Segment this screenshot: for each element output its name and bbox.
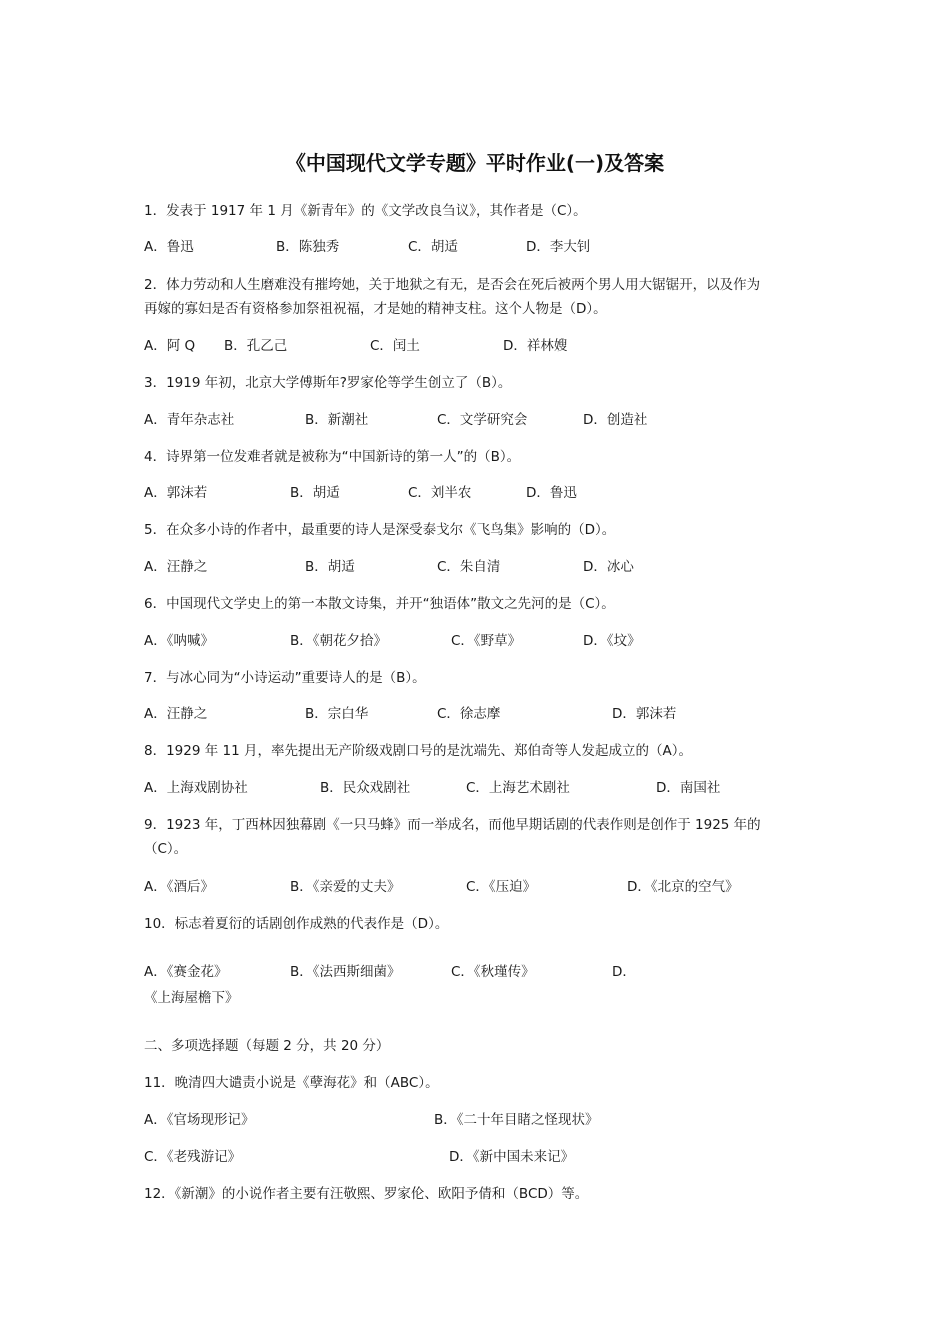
question-6: 6．中国现代文学史上的第一本散文诗集，并开“独语体”散文之先河的是（C）。 [144,596,615,612]
question-1: 1．发表于 1917 年 1 月《新青年》的《文学改良刍议》，其作者是（C）。 [144,203,587,219]
q2-option-c: C．闰土 [370,338,420,354]
q2-option-d: D．祥林嫂 [503,338,568,354]
q1-option-b: B．陈独秀 [276,239,340,255]
q8-option-a: A．上海戏剧协社 [144,780,248,796]
q10-option-b: B．《法西斯细菌》 [290,964,401,980]
question-7: 7．与冰心同为“小诗运动”重要诗人的是（B）。 [144,670,426,686]
q5-option-d: D．冰心 [583,559,634,575]
q11-option-d: D．《新中国未来记》 [449,1149,575,1165]
q3-option-b: B．新潮社 [305,412,369,428]
q1-option-a: A．鲁迅 [144,239,194,255]
q7-option-b: B．宗白华 [305,706,369,722]
question-10: 10．标志着夏衍的话剧创作成熟的代表作是（D）。 [144,916,449,932]
question-2-line-2: 再嫁的寡妇是否有资格参加祭祖祝福，才是她的精神支柱。这个人物是（D）。 [144,301,607,317]
q6-option-a: A．《呐喊》 [144,633,214,649]
q7-option-d: D．郭沫若 [612,706,677,722]
q9-option-b: B．《亲爱的丈夫》 [290,879,401,895]
q1-option-c: C．胡适 [408,239,458,255]
q3-option-d: D．创造社 [583,412,648,428]
q1-option-d: D．李大钊 [526,239,591,255]
question-9-line-2: （C）。 [144,841,188,857]
q9-option-c: C．《压迫》 [466,879,537,895]
question-5: 5．在众多小诗的作者中，最重要的诗人是深受泰戈尔《飞鸟集》影响的（D）。 [144,522,616,538]
q11-option-a: A．《官场现形记》 [144,1112,255,1128]
q11-option-b: B．《二十年目睹之怪现状》 [434,1112,599,1128]
q6-option-d: D．《坟》 [583,633,641,649]
question-8: 8．1929 年 11 月，率先提出无产阶级戏剧口号的是沈端先、郑伯奇等人发起成立的（A）。 [144,743,692,759]
question-11: 11．晚清四大谴责小说是《孽海花》和（ABC）。 [144,1075,439,1091]
q6-option-b: B．《朝花夕拾》 [290,633,388,649]
q4-option-d: D．鲁迅 [526,485,577,501]
q4-option-a: A．郭沫若 [144,485,208,501]
q4-option-c: C．刘半农 [408,485,472,501]
q2-option-a: A．阿 Q [144,338,196,354]
q11-option-c: C．《老残游记》 [144,1149,242,1165]
q2-option-b: B．孔乙己 [224,338,288,354]
q5-option-c: C．朱自清 [437,559,501,575]
q7-option-a: A．汪静之 [144,706,208,722]
question-3: 3．1919 年初，北京大学傅斯年?罗家伦等学生创立了（B）。 [144,375,512,391]
q4-option-b: B．胡适 [290,485,340,501]
question-4: 4．诗界第一位发难者就是被称为“中国新诗的第一人”的（B）。 [144,449,521,465]
question-12: 12．《新潮》的小说作者主要有汪敬熙、罗家伦、欧阳予倩和（BCD）等。 [144,1186,589,1202]
q10-option-d-continued: 《上海屋檐下》 [144,990,239,1006]
q7-option-c: C．徐志摩 [437,706,501,722]
q9-option-d: D．《北京的空气》 [627,879,739,895]
q8-option-b: B．民众戏剧社 [320,780,411,796]
q9-option-a: A．《酒后》 [144,879,214,895]
q6-option-c: C．《野草》 [451,633,522,649]
q3-option-a: A．青年杂志社 [144,412,235,428]
q5-option-a: A．汪静之 [144,559,208,575]
q8-option-c: C．上海艺术剧社 [466,780,570,796]
q5-option-b: B．胡适 [305,559,355,575]
q8-option-d: D．南国社 [656,780,721,796]
q3-option-c: C．文学研究会 [437,412,528,428]
question-9-line-1: 9．1923 年，丁西林因独幕剧《一只马蜂》而一举成名，而他早期话剧的代表作则是创作于 1925 年的 [144,817,761,833]
section-heading-multiple-choice: 二、多项选择题（每题 2 分，共 20 分） [144,1038,390,1054]
q10-option-d: D． [612,964,636,980]
question-2-line-1: 2．体力劳动和人生磨难没有摧垮她，关于地狱之有无，是否会在死后被两个男人用大锯锯开，以及作为 [144,277,761,293]
page-title: 《中国现代文学专题》平时作业(一)及答案 [285,151,665,175]
q10-option-a: A．《赛金花》 [144,964,228,980]
q10-option-c: C．《秋瑾传》 [451,964,535,980]
